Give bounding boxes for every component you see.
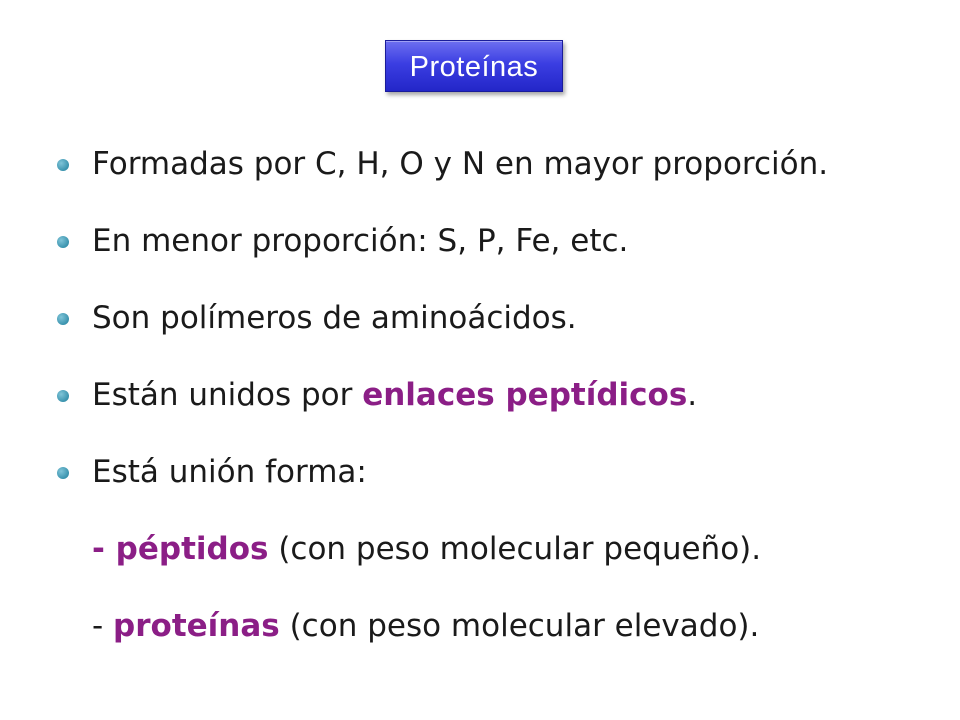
bullet-item [0, 217, 960, 267]
sub-item-text [92, 608, 759, 644]
sub-item [0, 602, 960, 652]
bullet-item [0, 294, 960, 344]
bullet-text: Formadas por C, H, O y N en mayor proporción. [92, 146, 829, 182]
sub-item-after: (con peso molecular elevado). [279, 608, 760, 644]
bullet-icon [57, 236, 69, 248]
bullet-text [92, 377, 697, 413]
bullet-text-before: Están unidos por [92, 377, 363, 413]
highlight-term: enlaces peptídicos [362, 377, 688, 413]
slide-title: Proteínas [385, 40, 563, 92]
highlight-term: proteínas [113, 608, 280, 644]
bullet-icon [57, 313, 69, 325]
sub-item-text [92, 531, 761, 567]
bullet-text: Está unión forma: [92, 454, 367, 490]
highlight-term: péptidos [115, 531, 269, 567]
sub-item [0, 525, 960, 575]
bullet-icon [57, 159, 69, 171]
sub-item-prefix: - [92, 531, 116, 567]
sub-item-after: (con peso molecular pequeño). [268, 531, 762, 567]
bullet-item [0, 140, 960, 190]
bullet-item [0, 371, 960, 421]
bullet-text: En menor proporción: S, P, Fe, etc. [92, 223, 629, 259]
bullet-text: Son polímeros de aminoácidos. [92, 300, 577, 336]
bullet-item [0, 448, 960, 498]
bullet-icon [57, 467, 69, 479]
sub-item-prefix: - [92, 608, 114, 644]
bullet-text-after: . [687, 377, 698, 413]
bullet-icon [57, 390, 69, 402]
